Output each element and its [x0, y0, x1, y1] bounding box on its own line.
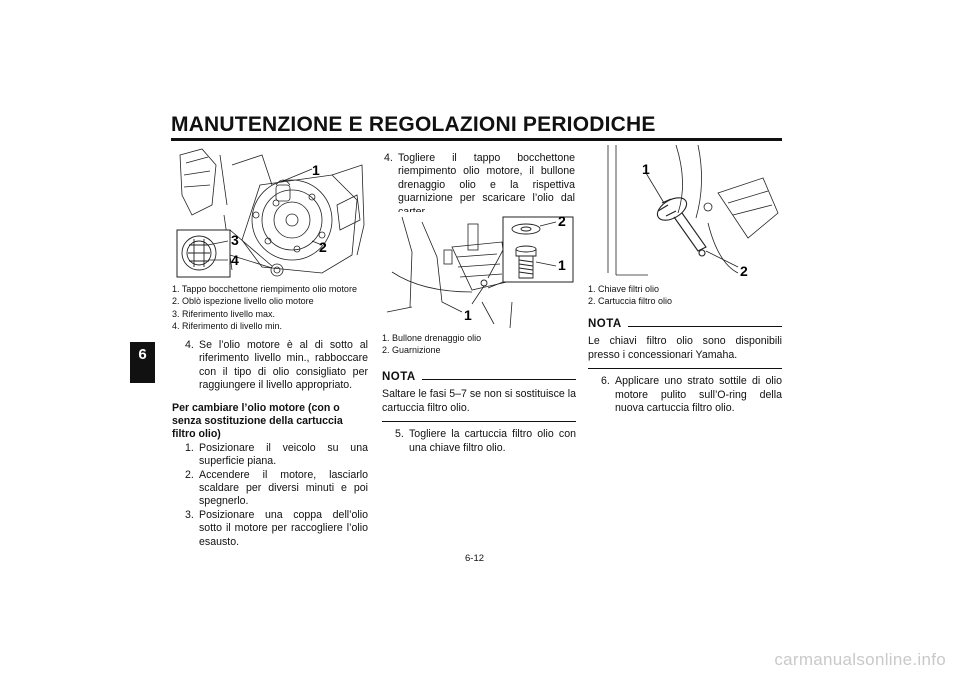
figure1-label-3: 3	[231, 232, 239, 248]
drain-figure-label-2: 2	[558, 213, 566, 229]
filter-wrench-illustration	[588, 143, 782, 280]
step-4-check-level	[172, 339, 368, 393]
nota-heading	[382, 371, 576, 384]
caption-item: 2. Cartuccia filtro olio	[588, 296, 673, 307]
caption-item: 2. Guarnizione	[382, 345, 441, 356]
drain-bolt-illustration	[382, 212, 576, 330]
step-number: 4.	[185, 339, 194, 351]
nota-title: NOTA	[588, 318, 622, 330]
nota-rule-top	[628, 326, 782, 327]
step-text: Posizionare una coppa dell’olio sotto il motore per raccogliere l’olio esausto.	[199, 508, 368, 548]
middle-column-top	[371, 152, 575, 219]
nota-title: NOTA	[382, 371, 416, 383]
caption-item: 1. Bullone drenaggio olio	[382, 333, 482, 343]
caption-item: 2. Oblò ispezione livello olio motore	[172, 296, 314, 307]
drain-figure-label-1: 1	[464, 307, 472, 323]
nota-text: Le chiavi filtro olio sono disponibili presso i concessionari Yamaha.	[588, 335, 782, 361]
drain-bolt-figure	[382, 212, 576, 330]
step-number: 1.	[185, 441, 194, 454]
wrench-figure-caption	[588, 283, 782, 308]
page-title: MANUTENZIONE E REGOLAZIONI PERIODICHE	[171, 113, 656, 136]
step-number: 3.	[185, 508, 194, 521]
step-text: Togliere la cartuccia filtro olio con una chiave filtro olio.	[409, 428, 576, 454]
section-heading: Per cambiare l’olio motore (con o senza sostituzione della cartuccia filtro olio)	[172, 401, 343, 441]
title-rule	[171, 138, 782, 141]
chapter-tab: 6	[130, 342, 155, 383]
middle-column-bottom	[382, 371, 576, 455]
nota-text: Saltare le fasi 5–7 se non si sostituisce la cartuccia filtro olio.	[382, 388, 576, 414]
page-number: 6-12	[465, 553, 485, 564]
step-number: 4.	[384, 152, 393, 164]
step-6	[588, 375, 782, 415]
figure1-label-1: 1	[312, 162, 320, 178]
wrench-figure-label-2: 2	[740, 263, 748, 279]
engine-illustration	[172, 145, 368, 280]
right-column-bottom	[588, 318, 782, 415]
watermark: carmanualsonline.info	[774, 650, 946, 669]
step-text: Togliere il tappo bocchettone riempimento olio motore, il bullone drenaggio olio e la rispettiva guarnizione per scaricare l’olio dal	[398, 152, 575, 205]
step-number: 2.	[185, 468, 194, 481]
step-4-drain-oil	[371, 152, 575, 219]
nota-heading	[588, 318, 782, 331]
wrench-figure-label-1: 1	[642, 161, 650, 177]
engine-oil-level-figure	[172, 145, 368, 280]
figure1-label-4: 4	[231, 252, 239, 268]
step-number: 5.	[395, 428, 404, 441]
caption-item: 1. Chiave filtri olio	[588, 284, 660, 294]
step-5	[382, 428, 576, 455]
step-text: Applicare uno strato sottile di olio motore pulito sull’O-ring della nuova cartuccia filtro olio.	[615, 375, 782, 415]
step-number: 6.	[601, 375, 610, 388]
drain-figure-label-1-inset: 1	[558, 257, 566, 273]
step-text: Accendere il motore, lasciarlo scaldare per diversi minuti e poi spegnerlo.	[199, 468, 368, 508]
step-3	[172, 509, 368, 549]
drain-figure-caption	[382, 332, 576, 357]
step-2	[172, 469, 368, 509]
figure1-label-2: 2	[319, 239, 327, 255]
caption-item: 3. Riferimento livello max.	[172, 308, 276, 319]
step-text: Posizionare il veicolo su una superficie piana.	[199, 441, 368, 468]
filter-wrench-figure	[588, 143, 782, 280]
nota-rule-top	[422, 379, 576, 380]
left-column	[172, 339, 368, 549]
step-1	[172, 442, 368, 469]
step-text: Se l’olio motore è al di sotto al riferimento livello min., rabboccare con il tipo di olio consigliato per raggiungere il livello appropriato.	[199, 339, 368, 392]
caption-item: 1. Tappo bocchettone riempimento olio motore	[172, 284, 357, 294]
caption-item: 4. Riferimento di livello min.	[172, 320, 283, 331]
figure1-caption	[172, 283, 372, 332]
